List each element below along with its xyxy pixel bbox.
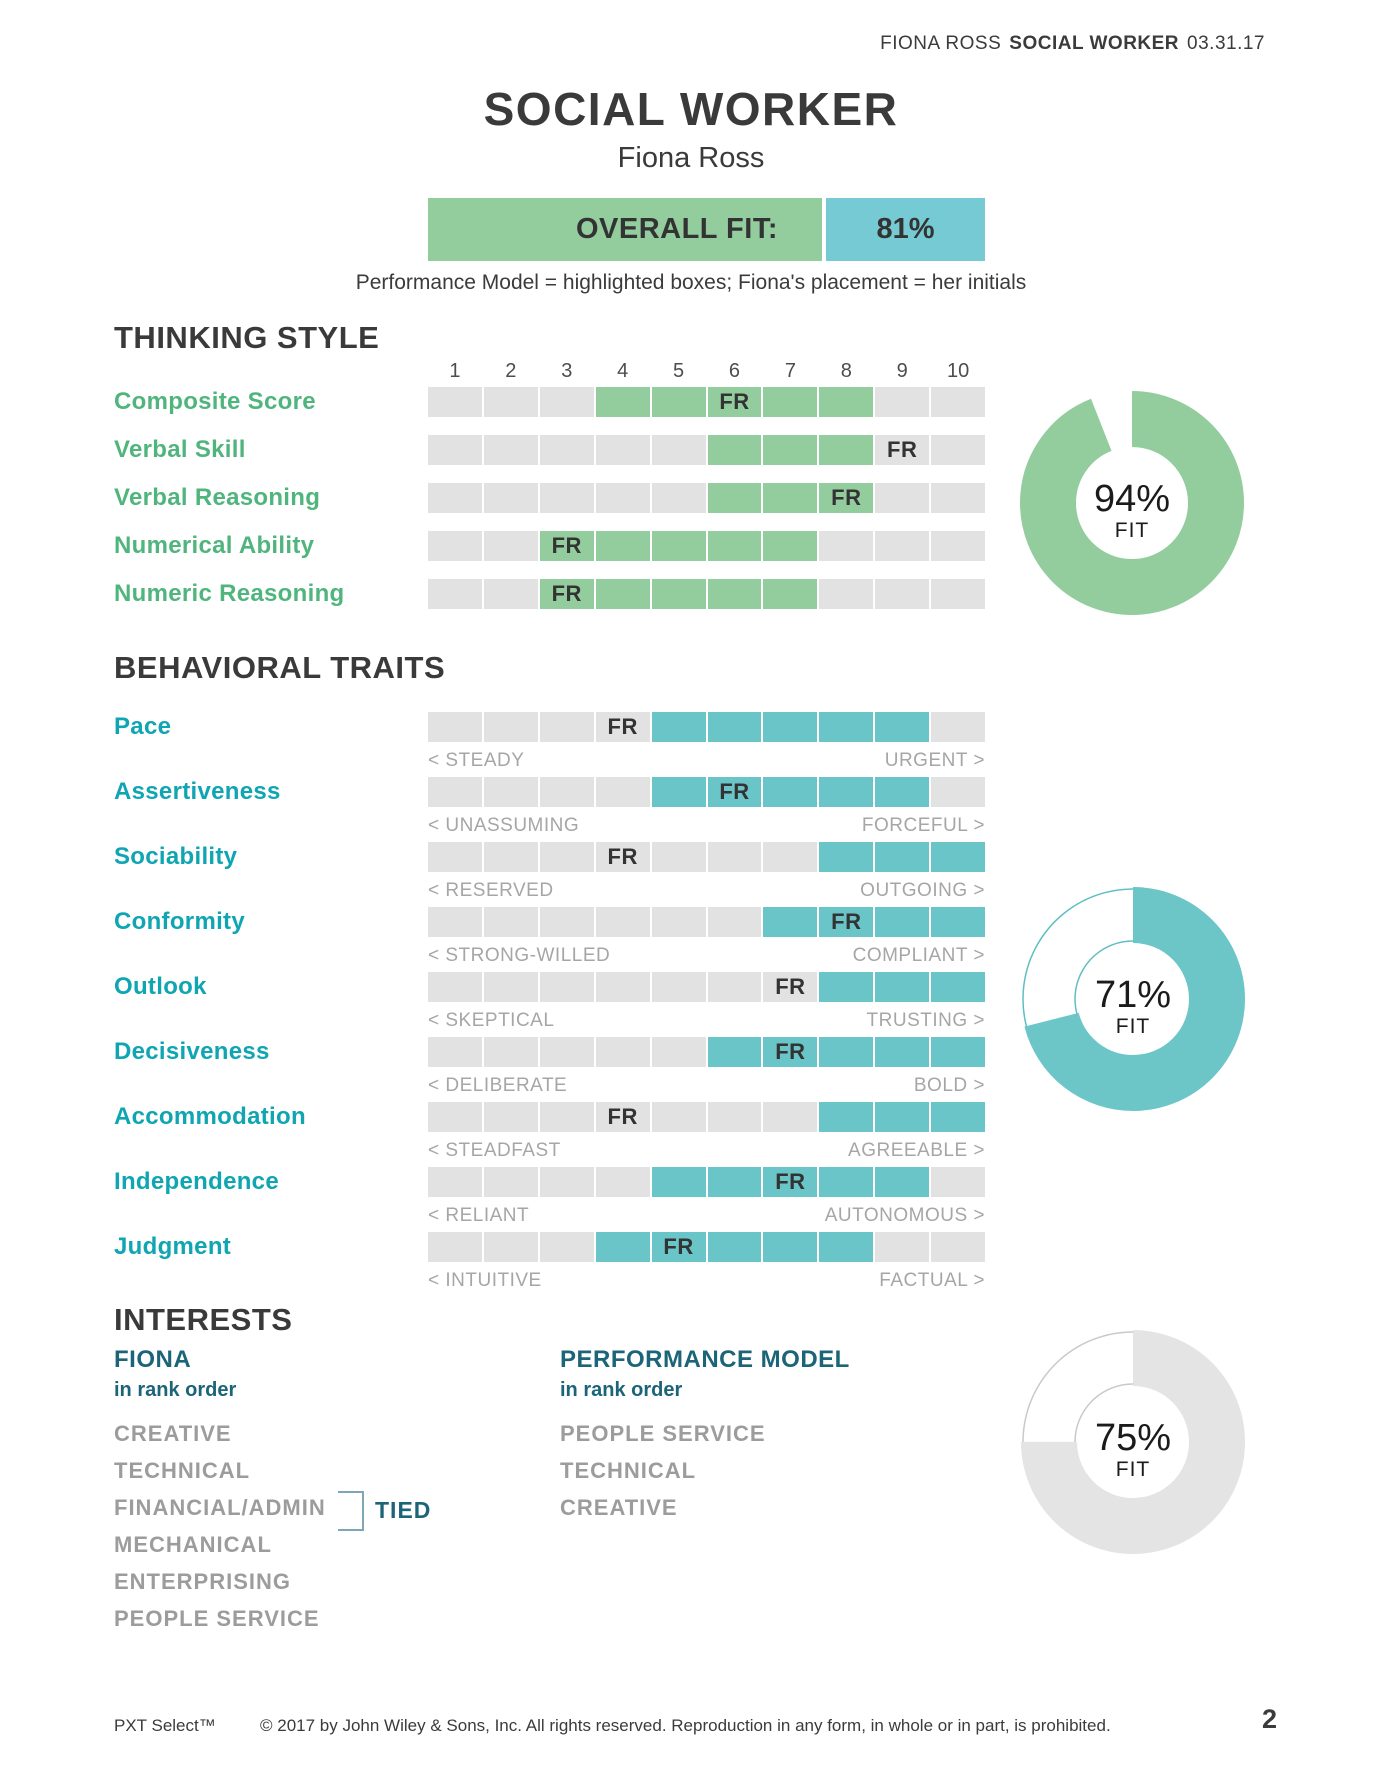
interests-title: INTERESTS xyxy=(114,1302,293,1337)
placement-marker: FR xyxy=(831,909,862,934)
bar-segment xyxy=(596,579,650,609)
score-bar xyxy=(428,387,985,417)
bar-segment xyxy=(819,972,873,1002)
trait-label: Outlook xyxy=(114,973,207,1000)
bar-segment xyxy=(596,712,650,742)
model-interests-heading: PERFORMANCE MODEL xyxy=(560,1346,850,1373)
interest-item: FINANCIAL/ADMIN xyxy=(114,1495,326,1520)
bar-segment xyxy=(484,483,538,513)
scale-tick: 10 xyxy=(946,360,970,382)
bar-segment xyxy=(540,483,594,513)
score-bar xyxy=(428,712,985,742)
bar-segment xyxy=(708,972,762,1002)
scale-tick: 2 xyxy=(505,360,517,382)
bar-segment xyxy=(875,907,929,937)
trait-high-anchor: FACTUAL > xyxy=(879,1270,985,1291)
bar-segment xyxy=(428,907,482,937)
bar-segment xyxy=(708,712,762,742)
score-bar xyxy=(428,972,985,1002)
bar-segment xyxy=(708,435,762,465)
bar-segment xyxy=(931,777,985,807)
bar-segment xyxy=(708,579,762,609)
bar-segment xyxy=(596,531,650,561)
trait-low-anchor: < RESERVED xyxy=(428,880,554,901)
score-bar xyxy=(428,483,985,513)
bar-segment xyxy=(708,777,762,807)
bar-segment xyxy=(596,387,650,417)
bar-segment xyxy=(428,842,482,872)
bar-segment xyxy=(763,907,817,937)
scale-tick: 1 xyxy=(449,360,461,382)
bar-segment xyxy=(875,1037,929,1067)
trait-row xyxy=(0,712,1382,777)
bar-segment xyxy=(819,777,873,807)
bar-segment xyxy=(708,1102,762,1132)
model-interests-column xyxy=(560,1346,850,1526)
trait-scale-labels xyxy=(428,815,985,837)
skill-label: Verbal Skill xyxy=(114,436,246,463)
skill-label: Verbal Reasoning xyxy=(114,484,321,511)
bar-segment xyxy=(875,842,929,872)
bar-segment xyxy=(931,972,985,1002)
trait-scale-labels xyxy=(428,750,985,772)
header-candidate-name: FIONA ROSS xyxy=(880,33,1002,54)
score-bar xyxy=(428,531,985,561)
bar-segment xyxy=(652,712,706,742)
bar-segment xyxy=(540,531,594,561)
trait-high-anchor: URGENT > xyxy=(884,750,985,771)
interest-item: TECHNICAL xyxy=(560,1458,697,1483)
candidate-interests-subheading: in rank order xyxy=(114,1379,237,1401)
trait-scale-labels xyxy=(428,1140,985,1162)
bar-segment xyxy=(428,1037,482,1067)
trait-low-anchor: < RELIANT xyxy=(428,1205,530,1226)
trait-low-anchor: < STEADY xyxy=(428,750,525,771)
trait-high-anchor: FORCEFUL > xyxy=(861,815,985,836)
trait-label: Decisiveness xyxy=(114,1038,270,1065)
bar-segment xyxy=(708,483,762,513)
bar-segment xyxy=(763,1037,817,1067)
tied-bracket-top-dash xyxy=(338,1491,364,1493)
bar-segment xyxy=(819,907,873,937)
bar-segment xyxy=(875,1232,929,1262)
scale-tick: 8 xyxy=(840,360,852,382)
behavioral-traits-title: BEHAVIORAL TRAITS xyxy=(114,650,446,685)
interest-item: ENTERPRISING xyxy=(114,1569,292,1594)
placement-marker: FR xyxy=(887,437,918,462)
bar-segment xyxy=(931,579,985,609)
trait-label: Conformity xyxy=(114,908,245,935)
bar-segment xyxy=(428,972,482,1002)
bar-segment xyxy=(708,1232,762,1262)
bar-segment xyxy=(875,435,929,465)
trait-high-anchor: OUTGOING > xyxy=(860,880,985,901)
donut-fit-percent: 94% xyxy=(1093,478,1171,520)
bar-segment xyxy=(931,435,985,465)
bar-segment xyxy=(596,483,650,513)
bar-segment xyxy=(763,531,817,561)
bar-segment xyxy=(596,777,650,807)
bar-segment xyxy=(819,531,873,561)
trait-low-anchor: < SKEPTICAL xyxy=(428,1010,555,1031)
bar-segment xyxy=(931,1102,985,1132)
score-bar xyxy=(428,579,985,609)
bar-segment xyxy=(540,579,594,609)
bar-segment xyxy=(484,842,538,872)
trait-label: Pace xyxy=(114,713,172,740)
bar-segment xyxy=(819,712,873,742)
donut-fit-label: FIT xyxy=(1115,1458,1151,1481)
placement-marker: FR xyxy=(607,1104,638,1129)
footer-brand: PXT Select™ xyxy=(114,1716,216,1735)
trait-row xyxy=(0,777,1382,842)
bar-segment xyxy=(763,777,817,807)
trait-low-anchor: < STRONG-WILLED xyxy=(428,945,611,966)
bar-segment xyxy=(540,1167,594,1197)
placement-marker: FR xyxy=(551,533,582,558)
scale-tick: 9 xyxy=(896,360,908,382)
interest-item: CREATIVE xyxy=(560,1495,678,1520)
bar-segment xyxy=(428,579,482,609)
score-bar xyxy=(428,1037,985,1067)
bar-segment xyxy=(763,579,817,609)
bar-segment xyxy=(931,387,985,417)
bar-segment xyxy=(540,712,594,742)
trait-scale-labels xyxy=(428,1010,985,1032)
bar-segment xyxy=(875,712,929,742)
scale-tick: 4 xyxy=(617,360,629,382)
bar-segment xyxy=(819,435,873,465)
tied-label: TIED xyxy=(375,1497,432,1523)
bar-segment xyxy=(875,972,929,1002)
model-interests-subheading: in rank order xyxy=(560,1379,683,1401)
bar-segment xyxy=(596,1037,650,1067)
bar-segment xyxy=(819,483,873,513)
trait-high-anchor: COMPLIANT > xyxy=(852,945,985,966)
bar-segment xyxy=(428,483,482,513)
score-bar xyxy=(428,1102,985,1132)
scale-tick: 7 xyxy=(784,360,796,382)
bar-segment xyxy=(875,483,929,513)
bar-segment xyxy=(428,531,482,561)
candidate-interests-heading: FIONA xyxy=(114,1346,192,1373)
bar-segment xyxy=(652,972,706,1002)
trait-low-anchor: < DELIBERATE xyxy=(428,1075,568,1096)
bar-segment xyxy=(540,1102,594,1132)
bar-segment xyxy=(484,1232,538,1262)
page-header xyxy=(880,33,1265,55)
interest-item: TECHNICAL xyxy=(114,1458,251,1483)
bar-segment xyxy=(428,712,482,742)
bar-segment xyxy=(484,435,538,465)
bar-segment xyxy=(763,712,817,742)
candidate-interests-column xyxy=(114,1346,326,1637)
bar-segment xyxy=(875,1167,929,1197)
placement-marker: FR xyxy=(775,1169,806,1194)
bar-segment xyxy=(596,972,650,1002)
trait-low-anchor: < UNASSUMING xyxy=(428,815,580,836)
bar-segment xyxy=(540,387,594,417)
bar-segment xyxy=(875,531,929,561)
bar-segment xyxy=(596,907,650,937)
bar-segment xyxy=(819,579,873,609)
model-interests-list xyxy=(560,1415,850,1526)
page-title: SOCIAL WORKER xyxy=(483,83,899,135)
bar-segment xyxy=(652,777,706,807)
footer-copyright: © 2017 by John Wiley & Sons, Inc. All rights reserved. Reproduction in any form, in whole or in part, is prohibited. xyxy=(260,1716,1111,1735)
bar-segment xyxy=(540,972,594,1002)
thinking-style-title: THINKING STYLE xyxy=(114,320,380,355)
trait-label: Judgment xyxy=(114,1233,232,1260)
trait-label: Accommodation xyxy=(114,1103,306,1130)
trait-row xyxy=(0,1167,1382,1232)
bar-segment xyxy=(484,777,538,807)
bar-segment xyxy=(708,1167,762,1197)
bar-segment xyxy=(875,387,929,417)
bar-segment xyxy=(819,387,873,417)
skill-label: Numeric Reasoning xyxy=(114,580,345,607)
bar-segment xyxy=(875,777,929,807)
bar-segment xyxy=(931,531,985,561)
donut-fit-label: FIT xyxy=(1114,519,1150,542)
bar-segment xyxy=(652,1037,706,1067)
legend-note: Performance Model = highlighted boxes; Fiona's placement = her initials xyxy=(355,271,1027,294)
thinking-style-fit-donut xyxy=(1020,391,1244,615)
placement-marker: FR xyxy=(663,1234,694,1259)
bar-segment xyxy=(708,907,762,937)
placement-marker: FR xyxy=(831,485,862,510)
bar-segment xyxy=(763,842,817,872)
trait-row xyxy=(0,1232,1382,1297)
bar-segment xyxy=(484,907,538,937)
donut-fit-percent: 75% xyxy=(1094,1417,1172,1459)
bar-segment xyxy=(708,387,762,417)
placement-marker: FR xyxy=(775,1039,806,1064)
bar-segment xyxy=(428,777,482,807)
bar-segment xyxy=(484,531,538,561)
bar-segment xyxy=(540,435,594,465)
trait-low-anchor: < INTUITIVE xyxy=(428,1270,542,1291)
placement-marker: FR xyxy=(719,779,750,804)
bar-segment xyxy=(652,907,706,937)
placement-marker: FR xyxy=(719,389,750,414)
bar-segment xyxy=(484,387,538,417)
placement-marker: FR xyxy=(607,844,638,869)
interest-item: PEOPLE SERVICE xyxy=(114,1606,320,1631)
bar-segment xyxy=(819,842,873,872)
bar-segment xyxy=(484,972,538,1002)
score-bar xyxy=(428,842,985,872)
bar-segment xyxy=(652,579,706,609)
bar-segment xyxy=(428,1102,482,1132)
overall-fit-label-box xyxy=(428,198,822,261)
bar-segment xyxy=(763,435,817,465)
tied-bracket-bottom-dash xyxy=(338,1529,364,1531)
bar-segment xyxy=(931,1037,985,1067)
bar-segment xyxy=(819,1102,873,1132)
bar-segment xyxy=(428,435,482,465)
bar-segment xyxy=(484,712,538,742)
bar-segment xyxy=(708,531,762,561)
bar-segment xyxy=(875,579,929,609)
trait-label: Assertiveness xyxy=(114,778,281,805)
overall-fit-label: OVERALL FIT: xyxy=(575,213,778,245)
scale-tick: 6 xyxy=(728,360,741,382)
bar-segment xyxy=(596,842,650,872)
bar-segment xyxy=(875,1102,929,1132)
trait-low-anchor: < STEADFAST xyxy=(428,1140,561,1161)
header-position: SOCIAL WORKER xyxy=(1009,33,1180,54)
bar-segment xyxy=(763,387,817,417)
bar-segment xyxy=(652,842,706,872)
bar-segment xyxy=(708,1037,762,1067)
scale-tick: 3 xyxy=(561,360,573,382)
skill-label: Numerical Ability xyxy=(114,532,315,559)
overall-fit-bar xyxy=(428,198,985,261)
bar-segment xyxy=(931,1232,985,1262)
bar-segment xyxy=(763,1167,817,1197)
bar-segment xyxy=(428,387,482,417)
trait-label: Independence xyxy=(114,1168,279,1195)
bar-segment xyxy=(931,483,985,513)
trait-high-anchor: AUTONOMOUS > xyxy=(824,1205,985,1226)
bar-segment xyxy=(484,1167,538,1197)
bar-segment xyxy=(763,1232,817,1262)
bar-segment xyxy=(763,483,817,513)
trait-scale-labels xyxy=(428,880,985,902)
bar-segment xyxy=(708,842,762,872)
bar-segment xyxy=(652,387,706,417)
tied-bracket-vertical xyxy=(362,1491,364,1531)
bar-segment xyxy=(428,1232,482,1262)
bar-segment xyxy=(428,1167,482,1197)
bar-segment xyxy=(652,531,706,561)
score-bar xyxy=(428,1232,985,1262)
overall-fit-value: 81% xyxy=(876,213,935,245)
footer-page-number: 2 xyxy=(1261,1704,1277,1734)
trait-scale-labels xyxy=(428,945,985,967)
bar-segment xyxy=(540,777,594,807)
bar-segment xyxy=(652,435,706,465)
score-bar xyxy=(428,907,985,937)
score-bar xyxy=(428,435,985,465)
score-scale xyxy=(428,360,985,383)
score-bar xyxy=(428,777,985,807)
behavioral-traits-fit-donut xyxy=(1021,887,1245,1111)
bar-segment xyxy=(931,1167,985,1197)
trait-high-anchor: AGREEABLE > xyxy=(848,1140,985,1161)
bar-segment xyxy=(819,1167,873,1197)
candidate-name: Fiona Ross xyxy=(617,142,765,174)
bar-segment xyxy=(540,1037,594,1067)
bar-segment xyxy=(596,435,650,465)
overall-fit-value-box xyxy=(826,198,985,261)
bar-segment xyxy=(652,1102,706,1132)
interests-fit-donut xyxy=(1021,1330,1245,1554)
bar-segment xyxy=(819,1232,873,1262)
header-date: 03.31.17 xyxy=(1187,33,1265,54)
trait-high-anchor: TRUSTING > xyxy=(866,1010,985,1031)
interest-item: MECHANICAL xyxy=(114,1532,272,1557)
bar-segment xyxy=(596,1232,650,1262)
donut-fit-label: FIT xyxy=(1115,1015,1151,1038)
placement-marker: FR xyxy=(551,581,582,606)
trait-high-anchor: BOLD > xyxy=(913,1075,985,1096)
bar-segment xyxy=(931,907,985,937)
interest-item: CREATIVE xyxy=(114,1421,232,1446)
bar-segment xyxy=(652,1232,706,1262)
bar-segment xyxy=(763,972,817,1002)
bar-segment xyxy=(819,1037,873,1067)
trait-scale-labels xyxy=(428,1205,985,1227)
bar-segment xyxy=(484,1102,538,1132)
trait-row xyxy=(0,1102,1382,1167)
bar-segment xyxy=(540,1232,594,1262)
bar-segment xyxy=(652,1167,706,1197)
bar-segment xyxy=(540,842,594,872)
bar-segment xyxy=(484,1037,538,1067)
skill-label: Composite Score xyxy=(114,388,316,415)
bar-segment xyxy=(652,483,706,513)
placement-marker: FR xyxy=(607,714,638,739)
bar-segment xyxy=(596,1102,650,1132)
trait-scale-labels xyxy=(428,1075,985,1097)
donut-fit-percent: 71% xyxy=(1094,974,1172,1016)
candidate-interests-list xyxy=(114,1415,326,1637)
bar-segment xyxy=(596,1167,650,1197)
scale-tick: 5 xyxy=(673,360,685,382)
bar-segment xyxy=(931,842,985,872)
interest-item: PEOPLE SERVICE xyxy=(560,1421,766,1446)
bar-segment xyxy=(931,712,985,742)
bar-segment xyxy=(540,907,594,937)
placement-marker: FR xyxy=(775,974,806,999)
trait-label: Sociability xyxy=(114,843,238,870)
trait-scale-labels xyxy=(428,1270,985,1292)
bar-segment xyxy=(763,1102,817,1132)
bar-segment xyxy=(484,579,538,609)
score-bar xyxy=(428,1167,985,1197)
